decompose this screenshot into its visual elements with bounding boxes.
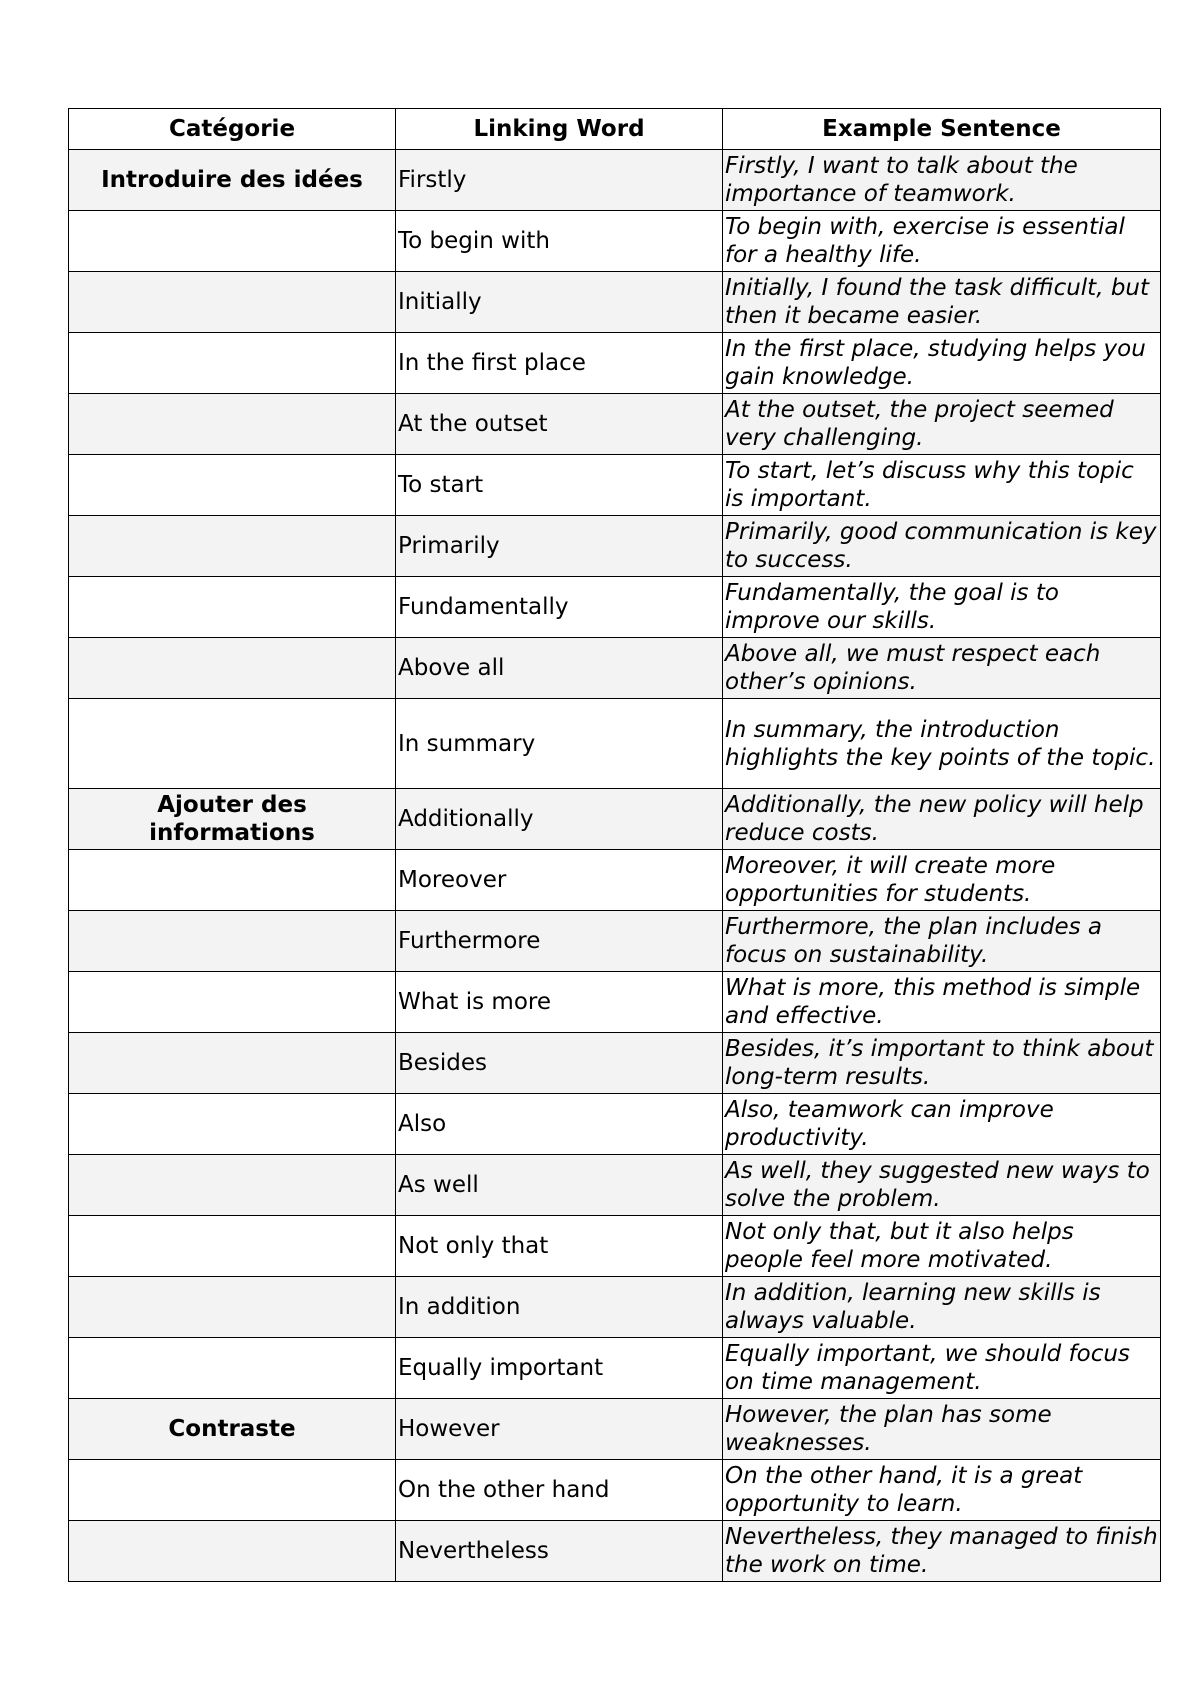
table-row [69, 911, 1161, 972]
linking-word-cell: Equally important [396, 1338, 723, 1399]
linking-word-cell: Besides [396, 1033, 723, 1094]
category-cell: Ajouter des informations [69, 789, 396, 850]
category-cell: Introduire des idées [69, 150, 396, 211]
linking-word-cell: Also [396, 1094, 723, 1155]
category-cell [69, 1155, 396, 1216]
table-row [69, 1277, 1161, 1338]
table-row [69, 972, 1161, 1033]
linking-words-table [68, 108, 1161, 1582]
example-sentence-cell: At the outset, the project seemed very challenging. [723, 394, 1161, 455]
example-sentence-cell: Fundamentally, the goal is to improve our skills. [723, 577, 1161, 638]
category-cell [69, 1521, 396, 1582]
table-row [69, 1155, 1161, 1216]
linking-word-cell: Additionally [396, 789, 723, 850]
linking-word-cell: In addition [396, 1277, 723, 1338]
category-cell [69, 911, 396, 972]
table-header-row [69, 109, 1161, 150]
category-cell [69, 333, 396, 394]
table-row [69, 1460, 1161, 1521]
table-row [69, 516, 1161, 577]
table-row [69, 699, 1161, 789]
example-sentence-cell: Not only that, but it also helps people feel more motivated. [723, 1216, 1161, 1277]
category-cell [69, 850, 396, 911]
category-cell [69, 1033, 396, 1094]
linking-word-cell: In summary [396, 699, 723, 789]
example-sentence-cell: In the first place, studying helps you gain knowledge. [723, 333, 1161, 394]
linking-word-cell: Primarily [396, 516, 723, 577]
category-cell [69, 455, 396, 516]
table-row [69, 394, 1161, 455]
linking-word-cell: Firstly [396, 150, 723, 211]
example-sentence-cell: Furthermore, the plan includes a focus on sustainability. [723, 911, 1161, 972]
example-sentence-cell: On the other hand, it is a great opportunity to learn. [723, 1460, 1161, 1521]
header-category: Catégorie [69, 109, 396, 150]
linking-word-cell: To start [396, 455, 723, 516]
linking-word-cell: Above all [396, 638, 723, 699]
category-cell [69, 1338, 396, 1399]
example-sentence-cell: To start, let’s discuss why this topic is important. [723, 455, 1161, 516]
table-row [69, 272, 1161, 333]
header-example-sentence: Example Sentence [723, 109, 1161, 150]
example-sentence-cell: Nevertheless, they managed to finish the work on time. [723, 1521, 1161, 1582]
example-sentence-cell: What is more, this method is simple and effective. [723, 972, 1161, 1033]
table-row [69, 1521, 1161, 1582]
example-sentence-cell: Initially, I found the task difficult, but then it became easier. [723, 272, 1161, 333]
table-row [69, 850, 1161, 911]
example-sentence-cell: To begin with, exercise is essential for a healthy life. [723, 211, 1161, 272]
table-row [69, 455, 1161, 516]
example-sentence-cell: Moreover, it will create more opportunities for students. [723, 850, 1161, 911]
table-body [69, 150, 1161, 1582]
linking-word-cell: Initially [396, 272, 723, 333]
table-row [69, 789, 1161, 850]
category-cell [69, 972, 396, 1033]
table-row [69, 211, 1161, 272]
example-sentence-cell: Also, teamwork can improve productivity. [723, 1094, 1161, 1155]
example-sentence-cell: Above all, we must respect each other’s opinions. [723, 638, 1161, 699]
example-sentence-cell: Primarily, good communication is key to success. [723, 516, 1161, 577]
example-sentence-cell: However, the plan has some weaknesses. [723, 1399, 1161, 1460]
linking-word-cell: On the other hand [396, 1460, 723, 1521]
table-row [69, 577, 1161, 638]
table-row [69, 1094, 1161, 1155]
linking-word-cell: Nevertheless [396, 1521, 723, 1582]
category-cell [69, 577, 396, 638]
table-row [69, 1033, 1161, 1094]
example-sentence-cell: Additionally, the new policy will help reduce costs. [723, 789, 1161, 850]
linking-word-cell: At the outset [396, 394, 723, 455]
linking-word-cell: Fundamentally [396, 577, 723, 638]
table-row [69, 150, 1161, 211]
linking-word-cell: Furthermore [396, 911, 723, 972]
table-row [69, 638, 1161, 699]
table-row [69, 333, 1161, 394]
example-sentence-cell: Equally important, we should focus on time management. [723, 1338, 1161, 1399]
table-row [69, 1216, 1161, 1277]
linking-word-cell: Moreover [396, 850, 723, 911]
example-sentence-cell: In summary, the introduction highlights the key points of the topic. [723, 699, 1161, 789]
category-cell [69, 211, 396, 272]
category-cell [69, 272, 396, 333]
category-cell: Contraste [69, 1399, 396, 1460]
linking-word-cell: However [396, 1399, 723, 1460]
category-cell [69, 1094, 396, 1155]
category-cell [69, 638, 396, 699]
table-row [69, 1399, 1161, 1460]
category-cell [69, 699, 396, 789]
header-linking-word: Linking Word [396, 109, 723, 150]
example-sentence-cell: Besides, it’s important to think about long-term results. [723, 1033, 1161, 1094]
linking-word-cell: As well [396, 1155, 723, 1216]
category-cell [69, 1460, 396, 1521]
category-cell [69, 394, 396, 455]
example-sentence-cell: As well, they suggested new ways to solve the problem. [723, 1155, 1161, 1216]
table-row [69, 1338, 1161, 1399]
example-sentence-cell: Firstly, I want to talk about the importance of teamwork. [723, 150, 1161, 211]
linking-word-cell: What is more [396, 972, 723, 1033]
category-cell [69, 1216, 396, 1277]
linking-word-cell: To begin with [396, 211, 723, 272]
example-sentence-cell: In addition, learning new skills is always valuable. [723, 1277, 1161, 1338]
linking-word-cell: In the first place [396, 333, 723, 394]
category-cell [69, 516, 396, 577]
linking-word-cell: Not only that [396, 1216, 723, 1277]
category-cell [69, 1277, 396, 1338]
